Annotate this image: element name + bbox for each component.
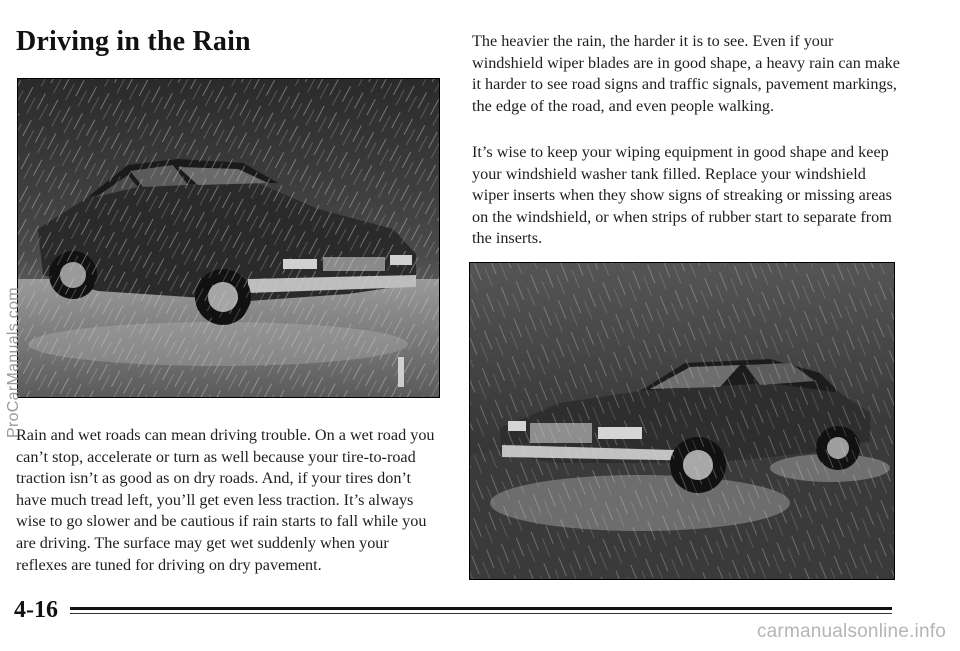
paragraph-wet-road-traction: Rain and wet roads can mean driving trouble. On a wet road you can’t stop, accelerate or turn as well because your tire-to-road traction isn’t as good as on dry roads. And, if your tires don’t have much tread left, you’ll get even less traction. It’s always wise to go slower and be cautious if rain starts to fall while you are driving. The surface may get wet suddenly when your reflexes are tuned for driving on dry pavement. <box>16 426 435 574</box>
footer-rule-thick <box>70 607 892 610</box>
illustration-car-in-rain <box>17 78 440 398</box>
illustration-car-on-wet-road <box>469 262 895 580</box>
car-in-rain-drawing <box>18 79 439 397</box>
paragraph-visibility: The heavier the rain, the harder it is to see. Even if your windshield wiper blades are in good shape, a heavy rain can make it harder to see road signs and traffic signals, pavement markings, the edge of the road, and even people walking. <box>472 32 900 115</box>
footer-rule-thin <box>70 613 892 614</box>
page-title: Driving in the Rain <box>16 26 251 57</box>
watermark-side: ProCarManuals.com <box>5 287 22 438</box>
car-on-wet-road-drawing <box>470 263 894 579</box>
page-number: 4-16 <box>14 597 58 623</box>
paragraph-wiper-maintenance: It’s wise to keep your wiping equipment in good shape and keep your windshield washer tank filled. Replace your windshield wiper inserts when they show signs of streaking or missing areas on the windshield, or when strips of rubber start to separate from the inserts. <box>472 143 892 248</box>
watermark-bottom: carmanualsonline.info <box>756 621 946 642</box>
